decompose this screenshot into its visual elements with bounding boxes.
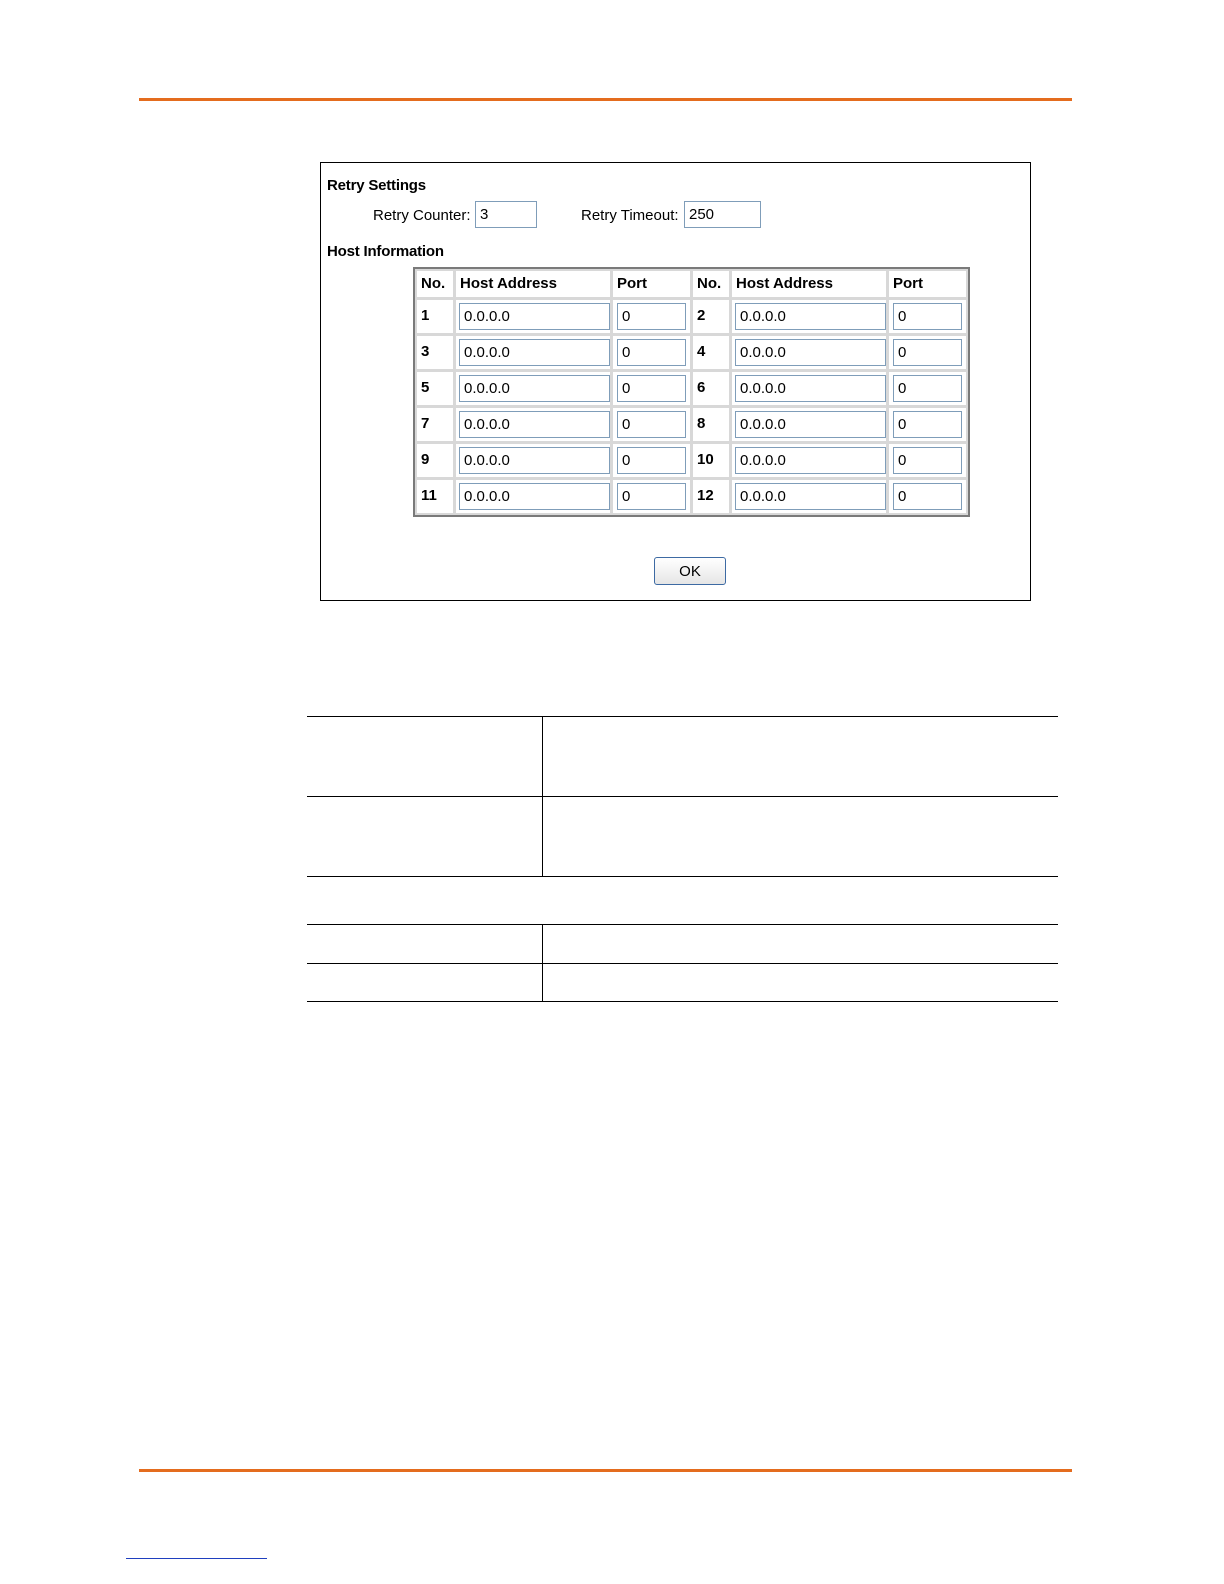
- host-address-cell: [456, 372, 610, 405]
- host-settings-panel: [320, 162, 1031, 601]
- host-number: 5: [417, 372, 453, 405]
- host-port-input[interactable]: [893, 483, 962, 510]
- host-address-input[interactable]: [459, 375, 610, 402]
- host-address-cell: [732, 336, 886, 369]
- table-column-rule: [542, 924, 543, 1002]
- host-port-cell: [613, 408, 690, 441]
- host-address-cell: [732, 408, 886, 441]
- host-address-cell: [456, 444, 610, 477]
- host-number: 10: [693, 444, 729, 477]
- host-port-cell: [613, 372, 690, 405]
- host-port-cell: [889, 372, 966, 405]
- host-table: [413, 267, 970, 517]
- footer-link-underline: [126, 1558, 267, 1559]
- host-address-input[interactable]: [459, 447, 610, 474]
- host-number: 8: [693, 408, 729, 441]
- host-port-input[interactable]: [617, 339, 686, 366]
- host-port-input[interactable]: [893, 303, 962, 330]
- host-address-cell: [456, 300, 610, 333]
- table-rule: [307, 716, 1058, 717]
- table-column-rule: [542, 716, 543, 876]
- ok-button[interactable]: OK: [654, 557, 726, 585]
- host-number: 1: [417, 300, 453, 333]
- host-address-input[interactable]: [459, 303, 610, 330]
- host-port-input[interactable]: [617, 483, 686, 510]
- host-port-input[interactable]: [617, 411, 686, 438]
- host-port-cell: [889, 336, 966, 369]
- header-host-address: Host Address: [732, 271, 886, 297]
- host-port-input[interactable]: [893, 339, 962, 366]
- host-port-cell: [889, 408, 966, 441]
- host-number: 12: [693, 480, 729, 513]
- host-address-input[interactable]: [735, 375, 886, 402]
- host-number: 9: [417, 444, 453, 477]
- host-port-input[interactable]: [617, 447, 686, 474]
- host-information-title: Host Information: [327, 243, 444, 260]
- retry-timeout-input[interactable]: [684, 201, 761, 228]
- host-number: 6: [693, 372, 729, 405]
- header-no: No.: [693, 271, 729, 297]
- host-address-cell: [456, 480, 610, 513]
- host-address-cell: [456, 336, 610, 369]
- header-host-address: Host Address: [456, 271, 610, 297]
- footer-rule: [139, 1469, 1072, 1472]
- host-address-input[interactable]: [735, 483, 886, 510]
- table-rule: [307, 963, 1058, 964]
- host-address-input[interactable]: [459, 411, 610, 438]
- host-port-cell: [889, 444, 966, 477]
- host-number: 4: [693, 336, 729, 369]
- header-port: Port: [613, 271, 690, 297]
- host-address-input[interactable]: [735, 447, 886, 474]
- host-port-cell: [889, 300, 966, 333]
- host-address-cell: [456, 408, 610, 441]
- retry-counter-input[interactable]: [475, 201, 537, 228]
- host-address-input[interactable]: [735, 303, 886, 330]
- host-address-cell: [732, 300, 886, 333]
- retry-counter-label: Retry Counter:: [373, 207, 471, 224]
- host-port-input[interactable]: [893, 375, 962, 402]
- header-no: No.: [417, 271, 453, 297]
- host-port-cell: [613, 444, 690, 477]
- host-number: 3: [417, 336, 453, 369]
- host-address-cell: [732, 480, 886, 513]
- host-address-input[interactable]: [459, 339, 610, 366]
- table-rule: [307, 876, 1058, 877]
- host-address-cell: [732, 372, 886, 405]
- header-port: Port: [889, 271, 966, 297]
- host-port-cell: [613, 480, 690, 513]
- host-port-input[interactable]: [893, 411, 962, 438]
- host-port-input[interactable]: [617, 375, 686, 402]
- host-number: 11: [417, 480, 453, 513]
- header-rule: [139, 98, 1072, 101]
- host-address-input[interactable]: [735, 411, 886, 438]
- host-address-cell: [732, 444, 886, 477]
- host-port-cell: [613, 300, 690, 333]
- retry-timeout-label: Retry Timeout:: [581, 207, 679, 224]
- host-port-input[interactable]: [893, 447, 962, 474]
- host-address-input[interactable]: [735, 339, 886, 366]
- retry-settings-title: Retry Settings: [327, 177, 426, 194]
- host-port-cell: [889, 480, 966, 513]
- host-port-cell: [613, 336, 690, 369]
- host-number: 2: [693, 300, 729, 333]
- table-rule: [307, 1001, 1058, 1002]
- host-address-input[interactable]: [459, 483, 610, 510]
- table-rule: [307, 924, 1058, 925]
- host-port-input[interactable]: [617, 303, 686, 330]
- table-rule: [307, 796, 1058, 797]
- host-number: 7: [417, 408, 453, 441]
